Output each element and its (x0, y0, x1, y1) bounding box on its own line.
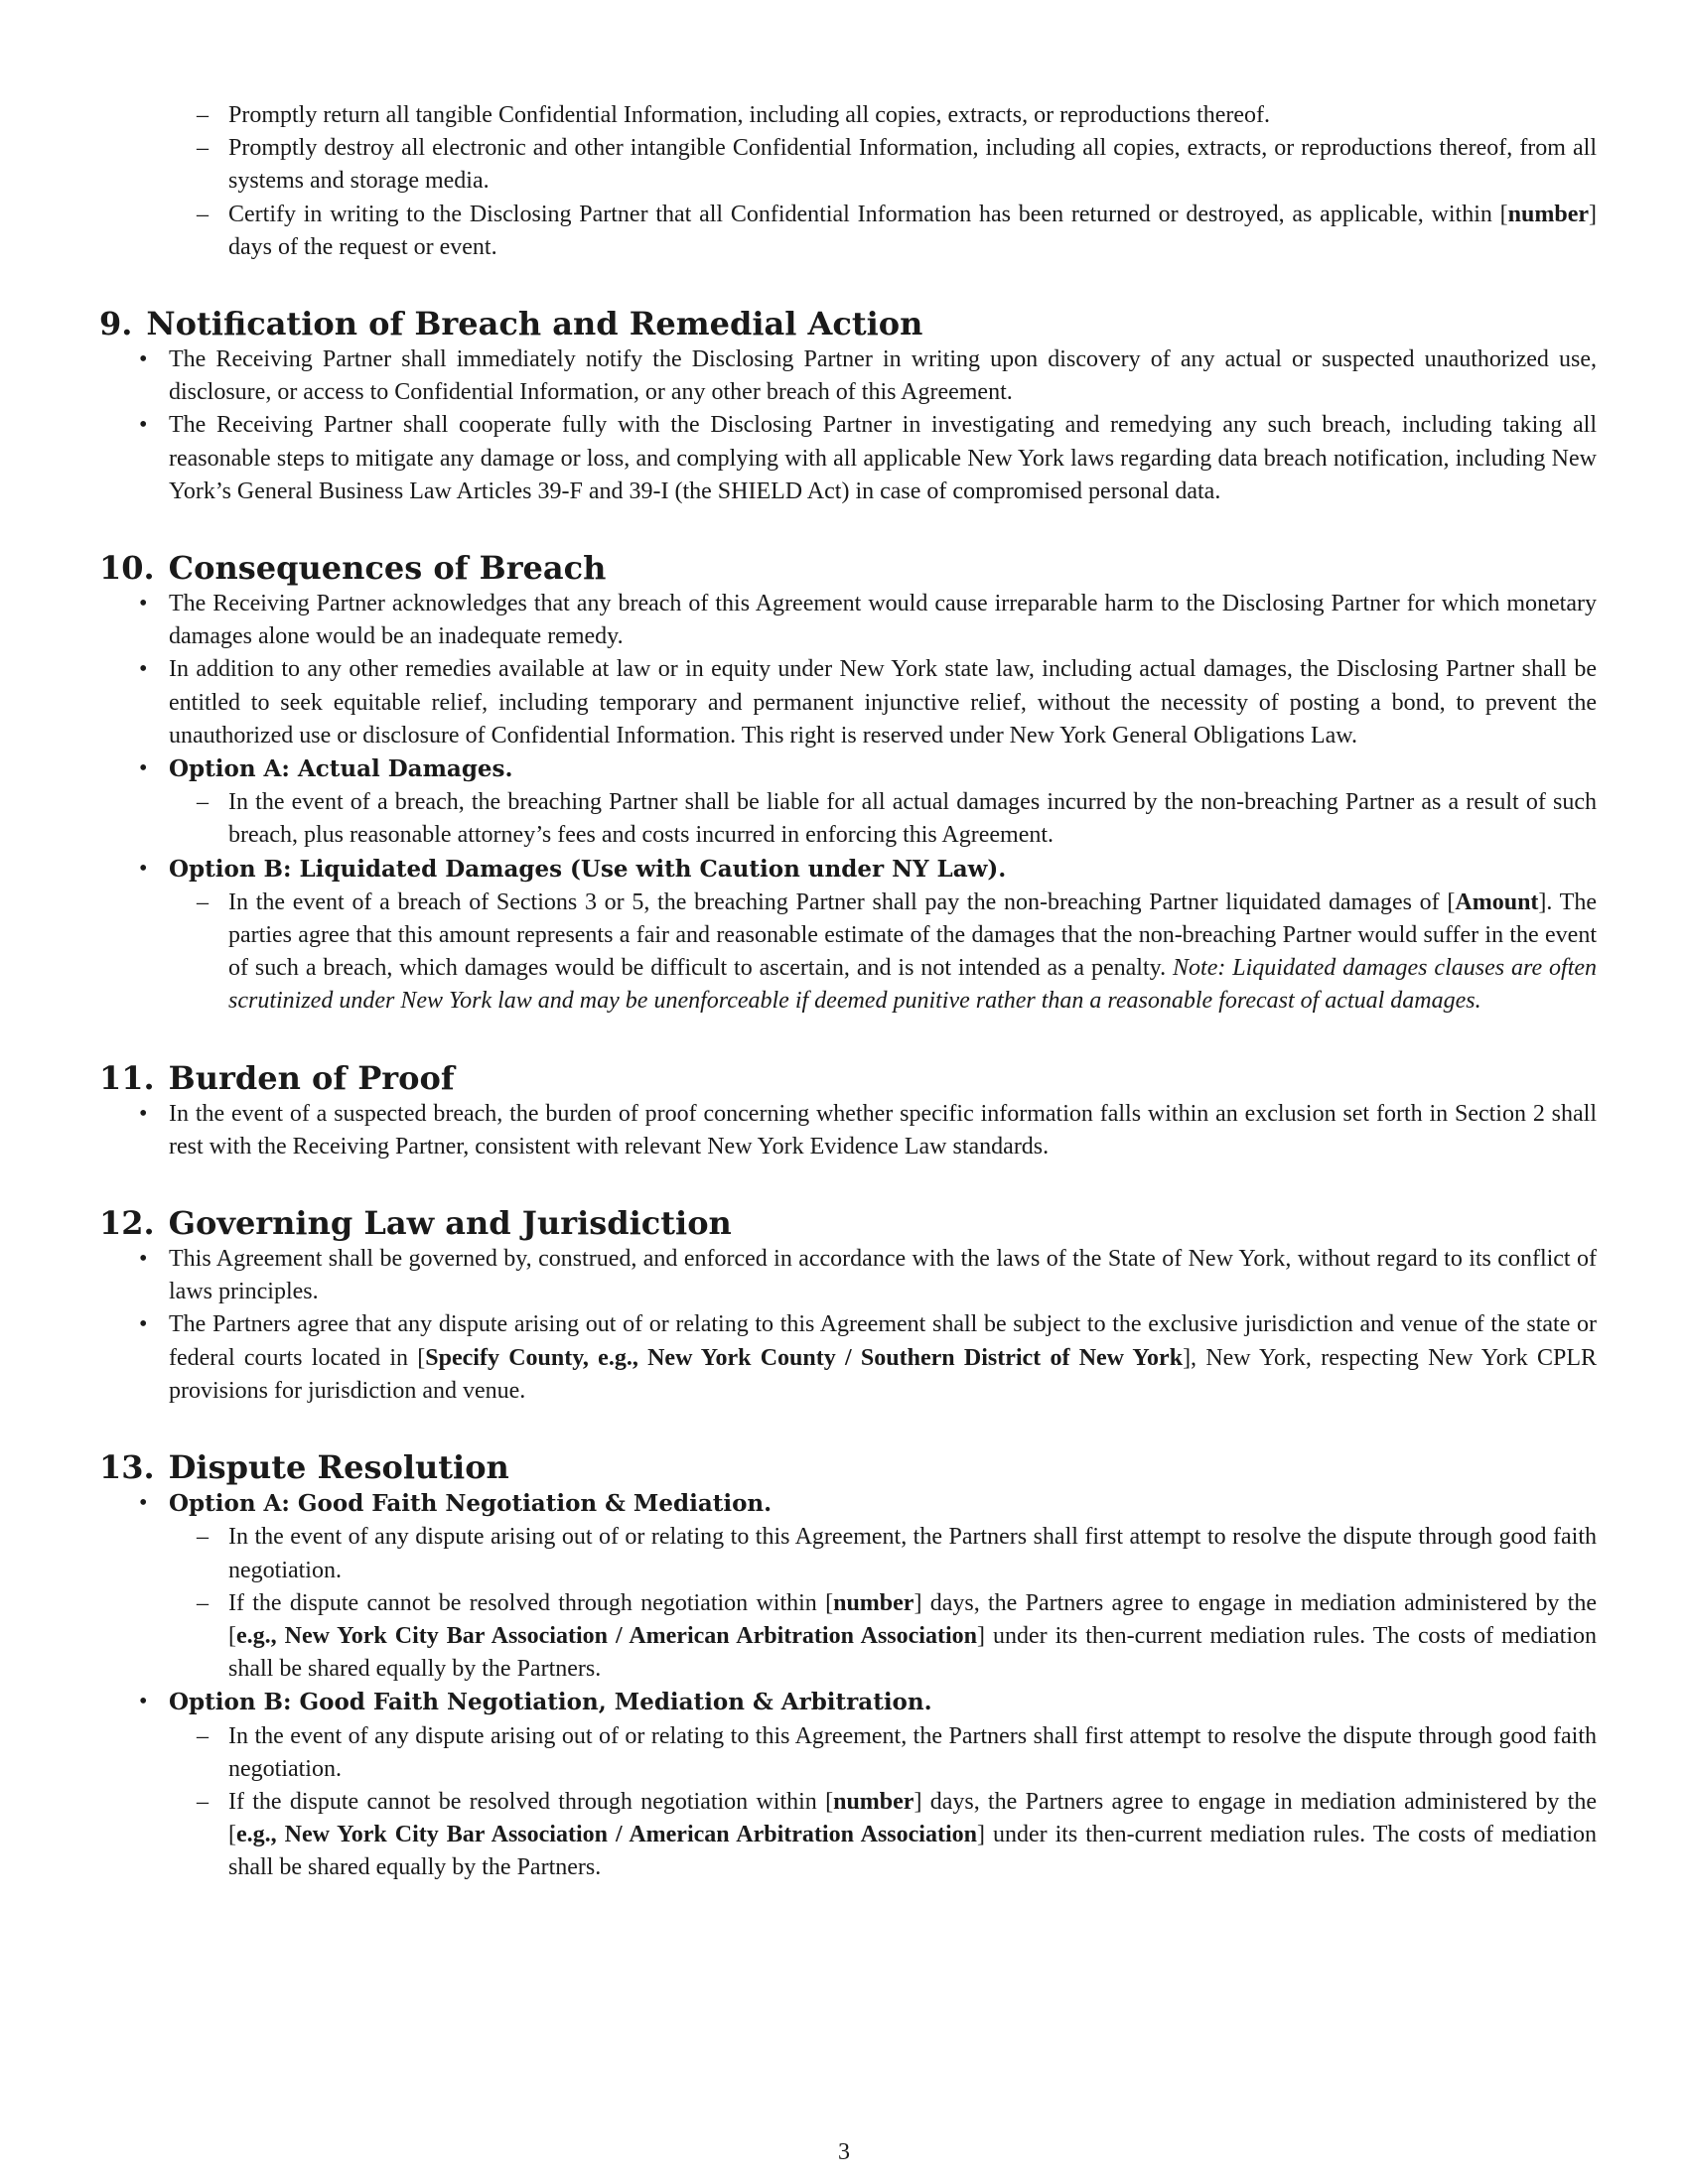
return-destroy-list (99, 99, 1597, 264)
section-heading: 13. Dispute Resolution (99, 1448, 509, 1487)
list-item: – If the dispute cannot be resolved through negotiation within [number] days, the Partners agree to engage in mediation administered by the [e.g., New York City Bar Association / American Arbitration Association] under its then-current mediation rules. The costs of mediation shall be shared equally by the Partners. (169, 1786, 1597, 1885)
section-heading: 9. Notification of Breach and Remedial Action (99, 305, 923, 343)
list-item: – In the event of a breach, the breaching Partner shall be liable for all actual damages incurred by the non-breaching Partner as a result of such breach, plus reasonable attorney’s fees and costs incurred in enforcing this Agreement. (169, 786, 1597, 852)
section-heading: 10. Consequences of Breach (99, 549, 607, 588)
section-heading: 12. Governing Law and Jurisdiction (99, 1204, 732, 1243)
list-item: – Promptly destroy all electronic and other intangible Confidential Information, including all copies, extracts, or reproductions thereof, from all systems and storage media. (99, 132, 1597, 198)
list-item: • The Receiving Partner acknowledges that any breach of this Agreement would cause irreparable harm to the Disclosing Partner for which monetary damages alone would be an inadequate remedy. (99, 588, 1597, 653)
document-page (99, 99, 1597, 1885)
section-12 (99, 1203, 1597, 1408)
list-item: • This Agreement shall be governed by, construed, and enforced in accordance with the laws of the State of New York, without regard to its conflict of laws principles. (99, 1243, 1597, 1308)
option-a-negotiation-mediation: • Option A: Good Faith Negotiation & Mediation. – In the event of any dispute arising out of or relating to this Agreement, the Partners shall first attempt to resolve the dispute through good faith negotiation. – If the dispute cannot be resolved through negotiation within [number] days, the Partners agree to engage in mediation administered by the [e.g., New York City Bar Association / American Arbitration Association] under its then-current mediation rules. The costs of mediation shall be shared equally by the Partners. (99, 1487, 1597, 1686)
section-heading: 11. Burden of Proof (99, 1058, 455, 1097)
section-11 (99, 1058, 1597, 1163)
list-item: • The Receiving Partner shall cooperate fully with the Disclosing Partner in investigating and remedying any such breach, including taking all reasonable steps to mitigate any damage or loss, and complying with all applicable New York laws regarding data breach notification, including New York’s General Business Law Articles 39-F and 39-I (the SHIELD Act) in case of compromised personal data. (99, 409, 1597, 508)
option-a-actual-damages: • Option A: Actual Damages. – In the event of a breach, the breaching Partner shall be liable for all actual damages incurred by the non-breaching Partner as a result of such breach, plus reasonable attorney’s fees and costs incurred in enforcing this Agreement. (99, 752, 1597, 853)
list-item: • The Receiving Partner shall immediately notify the Disclosing Partner in writing upon discovery of any actual or suspected unauthorized use, disclosure, or access to Confidential Information, or any other breach of this Agreement. (99, 343, 1597, 409)
option-b-negotiation-mediation-arbitration: • Option B: Good Faith Negotiation, Mediation & Arbitration. – In the event of any dispute arising out of or relating to this Agreement, the Partners shall first attempt to resolve the dispute through good faith negotiation. – If the dispute cannot be resolved through negotiation within [number] days, the Partners agree to engage in mediation administered by the [e.g., New York City Bar Association / American Arbitration Association] under its then-current mediation rules. The costs of mediation shall be shared equally by the Partners. (99, 1686, 1597, 1884)
section-9 (99, 304, 1597, 508)
list-item: – Promptly return all tangible Confidential Information, including all copies, extracts, or reproductions thereof. (99, 99, 1597, 132)
liquidated-damages-note: Note: Liquidated damages clauses are often scrutinized under New York law and may be unenforceable if deemed punitive rather than a reasonable forecast of actual damages. (228, 955, 1598, 1015)
list-item: • In the event of a suspected breach, the burden of proof concerning whether specific information falls within an exclusion set forth in Section 2 shall rest with the Receiving Partner, consistent with relevant New York Evidence Law standards. (99, 1098, 1597, 1163)
section-13 (99, 1447, 1597, 1884)
option-b-liquidated-damages: • Option B: Liquidated Damages (Use with Caution under NY Law). – In the event of a breach of Sections 3 or 5, the breaching Partner shall pay the non-breaching Partner liquidated damages of [Amount]. The parties agree that this amount represents a fair and reasonable estimate of the damages that the non-breaching Partner would suffer in the event of such a breach, which damages would be difficult to ascertain, and is not intended as a penalty. Note: Liquidated damages clauses are often scrutinized under New York law and may be unenforceable if deemed punitive rather than a reasonable forecast of actual damages. (99, 853, 1597, 1019)
list-item: • In addition to any other remedies available at law or in equity under New York state law, including actual damages, the Disclosing Partner shall be entitled to seek equitable relief, including temporary and permanent injunctive relief, without the necessity of posting a bond, to prevent the unauthorized use or disclosure of Confidential Information. This right is reserved under New York General Obligations Law. (99, 653, 1597, 752)
list-item: – In the event of any dispute arising out of or relating to this Agreement, the Partners shall first attempt to resolve the dispute through good faith negotiation. (169, 1521, 1597, 1586)
list-item: – If the dispute cannot be resolved through negotiation within [number] days, the Partners agree to engage in mediation administered by the [e.g., New York City Bar Association / American Arbitration Association] under its then-current mediation rules. The costs of mediation shall be shared equally by the Partners. (169, 1587, 1597, 1687)
page-number: 3 (838, 2139, 850, 2165)
section-10 (99, 548, 1597, 1019)
list-item: – In the event of a breach of Sections 3 or 5, the breaching Partner shall pay the non-breaching Partner liquidated damages of [Amount]. The parties agree that this amount represents a fair and reasonable estimate of the damages that the non-breaching Partner would suffer in the event of such a breach, which damages would be difficult to ascertain, and is not intended as a penalty. Note: Liquidated damages clauses are often scrutinized under New York law and may be unenforceable if deemed punitive rather than a reasonable forecast of actual damages. (169, 887, 1597, 1019)
list-item: – In the event of any dispute arising out of or relating to this Agreement, the Partners shall first attempt to resolve the dispute through good faith negotiation. (169, 1720, 1597, 1786)
list-item: – Certify in writing to the Disclosing Partner that all Confidential Information has been returned or destroyed, as applicable, within [number] days of the request or event. (99, 199, 1597, 264)
list-item: • The Partners agree that any dispute arising out of or relating to this Agreement shall be subject to the exclusive jurisdiction and venue of the state or federal courts located in [Specify County, e.g., New York County / Southern District of New York], New York, respecting New York CPLR provisions for jurisdiction and venue. (99, 1308, 1597, 1408)
